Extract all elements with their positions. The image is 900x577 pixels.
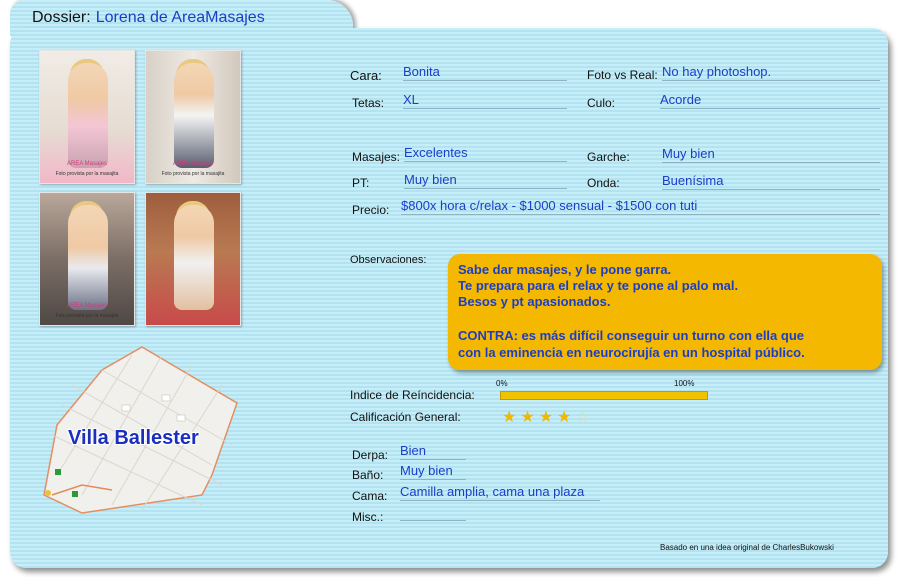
observaciones-box (448, 254, 882, 370)
bano-label: Baño: (352, 468, 384, 482)
star-filled-icon: ★ (538, 409, 558, 426)
garche-value: Muy bien (662, 147, 880, 163)
photo-caption: Foto provista por la masajita (161, 171, 225, 177)
photo-4[interactable] (145, 192, 241, 326)
reincidencia-max: 100% (674, 379, 695, 388)
star-filled-icon: ★ (520, 409, 539, 426)
obs-line: CONTRA: es más difícil conseguir un turno con ella que (458, 328, 804, 343)
rating-stars (502, 407, 594, 427)
pt-label: PT: (352, 176, 370, 190)
pt-value: Muy bien (404, 173, 567, 189)
reincidencia-bar-fill (501, 392, 707, 399)
cama-value: Camilla amplia, cama una plaza (400, 485, 600, 501)
credit-text: Basado en una idea original de CharlesBukowski (660, 543, 834, 552)
culo-value: Acorde (660, 93, 880, 109)
star-filled-icon: ★ (502, 409, 521, 426)
tetas-label: Tetas: (352, 96, 385, 110)
star-empty-icon: ☆ (575, 409, 594, 426)
observaciones-label: Observaciones: (350, 254, 427, 266)
tetas-value: XL (403, 93, 567, 109)
foto-vs-real-value: No hay photoshop. (662, 65, 880, 81)
photo-caption: Foto provista por la masajita (55, 313, 119, 319)
obs-line: Te prepara para el relax y te pone al palo mal. (458, 278, 739, 293)
cara-label: Cara: (350, 68, 382, 83)
star-filled-icon: ★ (557, 409, 576, 426)
derpa-value: Bien (400, 444, 466, 460)
map-label: Villa Ballester (68, 427, 199, 449)
cama-label: Cama: (352, 489, 388, 503)
photo-watermark: AREA Masajes (66, 303, 108, 309)
precio-label: Precio: (352, 203, 390, 217)
foto-vs-real-label: Foto vs Real: (587, 68, 658, 82)
reincidencia-min: 0% (496, 379, 508, 388)
photo-3[interactable] (39, 192, 135, 326)
obs-line: con la eminencia en neurocirujía en un hospital público. (458, 345, 805, 360)
photo-2[interactable] (145, 50, 241, 184)
photo-1[interactable] (39, 50, 135, 184)
onda-label: Onda: (587, 176, 620, 190)
obs-line: Besos y pt apasionados. (458, 294, 611, 309)
photo-caption: Foto provista por la masajita (55, 171, 119, 177)
misc-value (400, 505, 466, 521)
culo-label: Culo: (587, 96, 616, 110)
reincidencia-bar (500, 391, 708, 400)
masajes-label: Masajes: (352, 150, 401, 164)
derpa-label: Derpa: (352, 448, 389, 462)
bano-value: Muy bien (400, 464, 466, 480)
masajes-value: Excelentes (404, 146, 567, 162)
page-title (32, 9, 265, 27)
precio-value: $800x hora c/relax - $1000 sensual - $1500 con tuti (401, 199, 880, 215)
title-name: Lorena de AreaMasajes (95, 9, 265, 26)
misc-label: Misc.: (352, 510, 384, 524)
reincidencia-label: Indice de Reíncidencia: (350, 388, 475, 402)
onda-value: Buenísima (662, 174, 880, 190)
photo-watermark: AREA Masajes (172, 161, 214, 167)
title-prefix: Dossier: (32, 9, 91, 26)
garche-label: Garche: (587, 150, 630, 164)
cara-value: Bonita (403, 65, 567, 81)
calificacion-label: Calificación General: (350, 410, 461, 424)
photo-watermark: AREA Masajes (66, 161, 108, 167)
obs-line: Sabe dar masajes, y le pone garra. (458, 262, 672, 277)
